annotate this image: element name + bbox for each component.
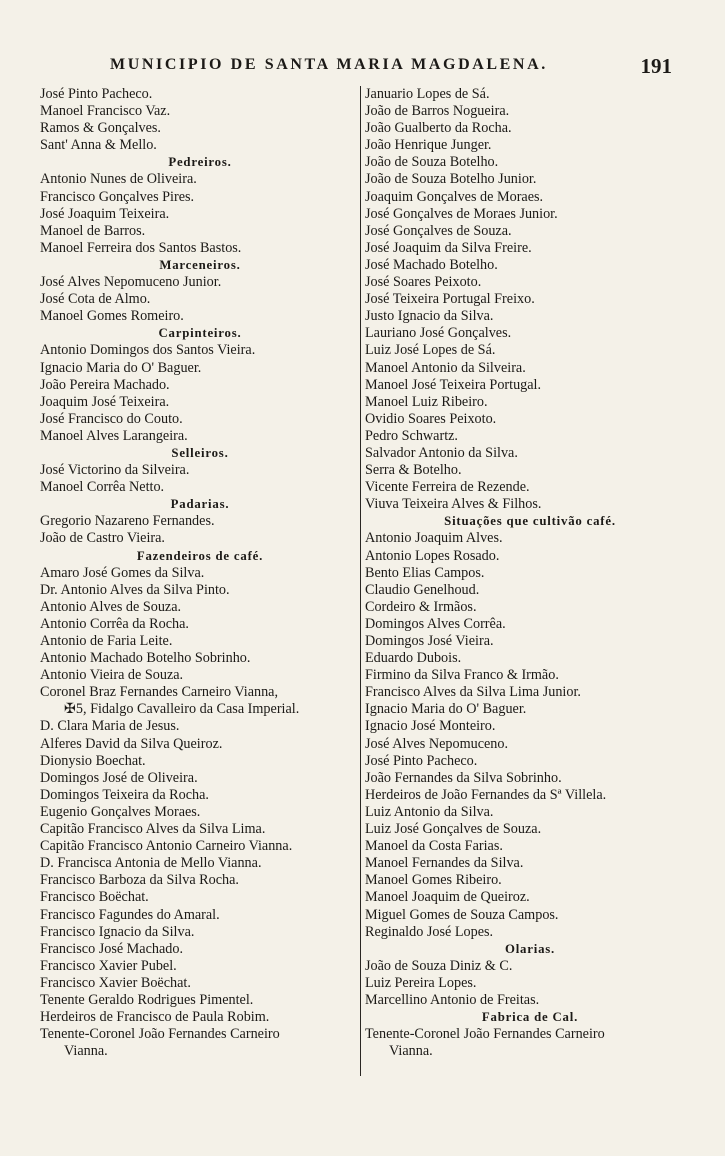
list-entry: Viuva Teixeira Alves & Filhos. — [365, 496, 542, 513]
list-entry: Francisco Xavier Boëchat. — [40, 974, 191, 991]
list-entry: Antonio Joaquim Alves. — [365, 530, 503, 547]
list-entry-continuation: Vianna. — [64, 1043, 108, 1060]
list-entry: Antonio Vieira de Souza. — [40, 667, 184, 684]
list-entry: Miguel Gomes de Souza Campos. — [365, 906, 559, 923]
list-entry: Manoel José Teixeira Portugal. — [365, 376, 542, 393]
list-entry: Eugenio Gonçalves Moraes. — [40, 803, 201, 820]
list-entry: José Gonçalves de Souza. — [365, 222, 512, 239]
list-entry: Firmino da Silva Franco & Irmão. — [365, 667, 559, 684]
list-entry: Francisco Fagundes do Amaral. — [40, 906, 220, 923]
left-column — [40, 86, 360, 1060]
list-entry: José Alves Nepomuceno Junior. — [40, 274, 222, 291]
list-entry: Manoel de Barros. — [40, 222, 146, 239]
list-entry: Antonio de Faria Leite. — [40, 633, 173, 649]
section-heading: Pedreiros. — [168, 155, 232, 170]
list-entry: Manoel Fernandes da Silva. — [365, 855, 524, 872]
list-entry-continuation: Vianna. — [389, 1043, 433, 1060]
list-entry: Herdeiros de Francisco de Paula Robim. — [40, 1009, 270, 1026]
list-entry: José Machado Botelho. — [365, 256, 498, 273]
list-entry: João de Barros Nogueira. — [365, 103, 510, 120]
list-entry: Capitão Francisco Antonio Carneiro Vianna. — [40, 838, 293, 855]
list-entry: Eduardo Dubois. — [365, 650, 462, 667]
list-entry: Reginaldo José Lopes. — [365, 923, 494, 940]
list-entry: Luiz Antonio da Silva. — [365, 803, 494, 820]
list-entry: Tenente Geraldo Rodrigues Pimentel. — [40, 991, 254, 1008]
list-entry: Coronel Braz Fernandes Carneiro Vianna, — [40, 684, 279, 701]
list-entry: Manoel Joaquim de Queiroz. — [365, 889, 530, 906]
list-entry: Bento Elias Campos. — [365, 564, 485, 581]
list-entry: Ovidio Soares Peixoto. — [365, 410, 497, 427]
column-divider — [360, 86, 361, 1076]
list-entry: Francisco Ignacio da Silva. — [40, 923, 195, 940]
list-entry: João Gualberto da Rocha. — [365, 120, 512, 137]
list-entry: Antonio Domingos dos Santos Vieira. — [40, 342, 256, 359]
list-entry: Claudio Genelhoud. — [365, 581, 480, 598]
list-entry: Gregorio Nazareno Fernandes. — [40, 513, 215, 530]
list-entry: Antonio Corrêa da Rocha. — [40, 615, 189, 632]
list-entry: Capitão Francisco Alves da Silva Lima. — [40, 821, 266, 838]
list-entry: Joaquim Gonçalves de Moraes. — [365, 188, 544, 205]
list-entry: Luiz José Gonçalves de Souza. — [365, 821, 542, 838]
section-heading: Fazendeiros de café. — [136, 548, 264, 563]
section-heading: Marceneiros. — [159, 257, 241, 272]
list-entry: Manoel Gomes Ribeiro. — [365, 872, 502, 889]
list-entry: Vicente Ferreira de Rezende. — [365, 479, 530, 496]
list-entry-continuation: ✠5, Fidalgo Cavalleiro da Casa Imperial. — [64, 701, 300, 718]
section-heading: Fabrica de Cal. — [481, 1010, 579, 1025]
page-title: MUNICIPIO DE SANTA MARIA MAGDALENA. — [110, 56, 548, 73]
list-entry: Manoel Ferreira dos Santos Bastos. — [40, 239, 242, 256]
list-entry: José Soares Peixoto. — [365, 274, 482, 291]
list-entry: D. Francisca Antonia de Mello Vianna. — [40, 855, 262, 872]
list-entry: Francisco Boëchat. — [40, 889, 149, 906]
list-entry: Antonio Lopes Rosado. — [365, 547, 500, 564]
list-entry: José Alves Nepomuceno. — [365, 735, 509, 752]
list-entry: José Victorino da Silveira. — [40, 462, 190, 479]
section-heading: Padarias. — [170, 497, 230, 512]
section-heading: Olarias. — [504, 941, 556, 956]
list-entry: Alferes David da Silva Queiroz. — [40, 735, 223, 752]
list-entry: João Pereira Machado. — [40, 376, 170, 393]
list-entry: Manoel Antonio da Silveira. — [365, 359, 526, 376]
list-entry: Antonio Nunes de Oliveira. — [40, 171, 197, 188]
page-number: 191 — [640, 54, 672, 78]
list-entry: José Cota de Almo. — [40, 291, 151, 308]
list-entry: Serra & Botelho. — [365, 462, 462, 479]
list-entry: Manoel Francisco Vaz. — [40, 103, 171, 120]
list-entry: Ignacio Maria do O' Baguer. — [40, 359, 202, 376]
list-entry: Manoel Corrêa Netto. — [40, 479, 165, 496]
list-entry: Dr. Antonio Alves da Silva Pinto. — [40, 581, 230, 598]
list-entry: José Joaquim Teixeira. — [40, 205, 170, 222]
list-entry: João Henrique Junger. — [365, 137, 492, 154]
list-entry: Salvador Antonio da Silva. — [365, 444, 518, 461]
list-entry: Cordeiro & Irmãos. — [365, 598, 477, 615]
list-entry: Dionysio Boechat. — [40, 752, 146, 769]
list-entry: José Gonçalves de Moraes Junior. — [365, 205, 558, 222]
list-entry: Francisco Barboza da Silva Rocha. — [40, 872, 239, 889]
list-entry: Luiz Pereira Lopes. — [365, 974, 477, 991]
list-entry: Januario Lopes de Sá. — [365, 86, 490, 102]
list-entry: João de Castro Vieira. — [40, 530, 165, 547]
list-entry: José Joaquim da Silva Freire. — [365, 239, 532, 256]
list-entry: Tenente-Coronel João Fernandes Carneiro — [365, 1026, 605, 1043]
list-entry: José Teixeira Portugal Freixo. — [365, 291, 535, 308]
list-entry: Manoel Luiz Ribeiro. — [365, 393, 488, 410]
list-entry: Ramos & Gonçalves. — [40, 120, 161, 137]
list-entry: Manoel Alves Larangeira. — [40, 427, 188, 444]
list-entry: Antonio Machado Botelho Sobrinho. — [40, 650, 251, 667]
list-entry: Joaquim José Teixeira. — [40, 393, 170, 410]
list-entry: Tenente-Coronel João Fernandes Carneiro — [40, 1026, 280, 1043]
list-entry: Domingos Alves Corrêa. — [365, 615, 506, 632]
list-entry: Luiz José Lopes de Sá. — [365, 342, 496, 359]
list-entry: Marcellino Antonio de Freitas. — [365, 991, 540, 1008]
right-column — [365, 86, 695, 1060]
list-entry: Domingos José Vieira. — [365, 633, 494, 649]
list-entry: Ignacio José Monteiro. — [365, 718, 496, 735]
list-entry: Manoel Gomes Romeiro. — [40, 308, 184, 325]
list-entry: Amaro José Gomes da Silva. — [40, 564, 205, 581]
section-heading: Carpinteiros. — [158, 326, 242, 341]
list-entry: Domingos Teixeira da Rocha. — [40, 786, 209, 803]
list-entry: João Fernandes da Silva Sobrinho. — [365, 769, 562, 786]
list-entry: Domingos José de Oliveira. — [40, 769, 198, 786]
section-heading: Selleiros. — [171, 445, 229, 460]
list-entry: João de Souza Diniz & C. — [365, 957, 513, 974]
list-entry: José Pinto Pacheco. — [40, 86, 153, 102]
list-entry: Sant' Anna & Mello. — [40, 137, 157, 154]
list-entry: Justo Ignacio da Silva. — [365, 308, 494, 325]
list-entry: João de Souza Botelho. — [365, 154, 499, 171]
list-entry: Ignacio Maria do O' Baguer. — [365, 701, 527, 718]
list-entry: Francisco Xavier Pubel. — [40, 957, 177, 974]
list-entry: Herdeiros de João Fernandes da Sª Villela. — [365, 786, 607, 803]
list-entry: D. Clara Maria de Jesus. — [40, 718, 180, 735]
list-entry: Francisco Alves da Silva Lima Junior. — [365, 684, 581, 701]
page-header — [40, 56, 680, 80]
list-entry: Manoel da Costa Farias. — [365, 838, 503, 855]
list-entry: Francisco José Machado. — [40, 940, 184, 957]
list-entry: José Pinto Pacheco. — [365, 752, 478, 769]
list-entry: Antonio Alves de Souza. — [40, 598, 182, 615]
list-entry: João de Souza Botelho Junior. — [365, 171, 537, 188]
list-entry: José Francisco do Couto. — [40, 410, 183, 427]
list-entry: Francisco Gonçalves Pires. — [40, 188, 195, 205]
list-entry: Pedro Schwartz. — [365, 427, 458, 444]
section-heading: Situações que cultivão café. — [444, 514, 616, 529]
list-entry: Lauriano José Gonçalves. — [365, 325, 512, 342]
